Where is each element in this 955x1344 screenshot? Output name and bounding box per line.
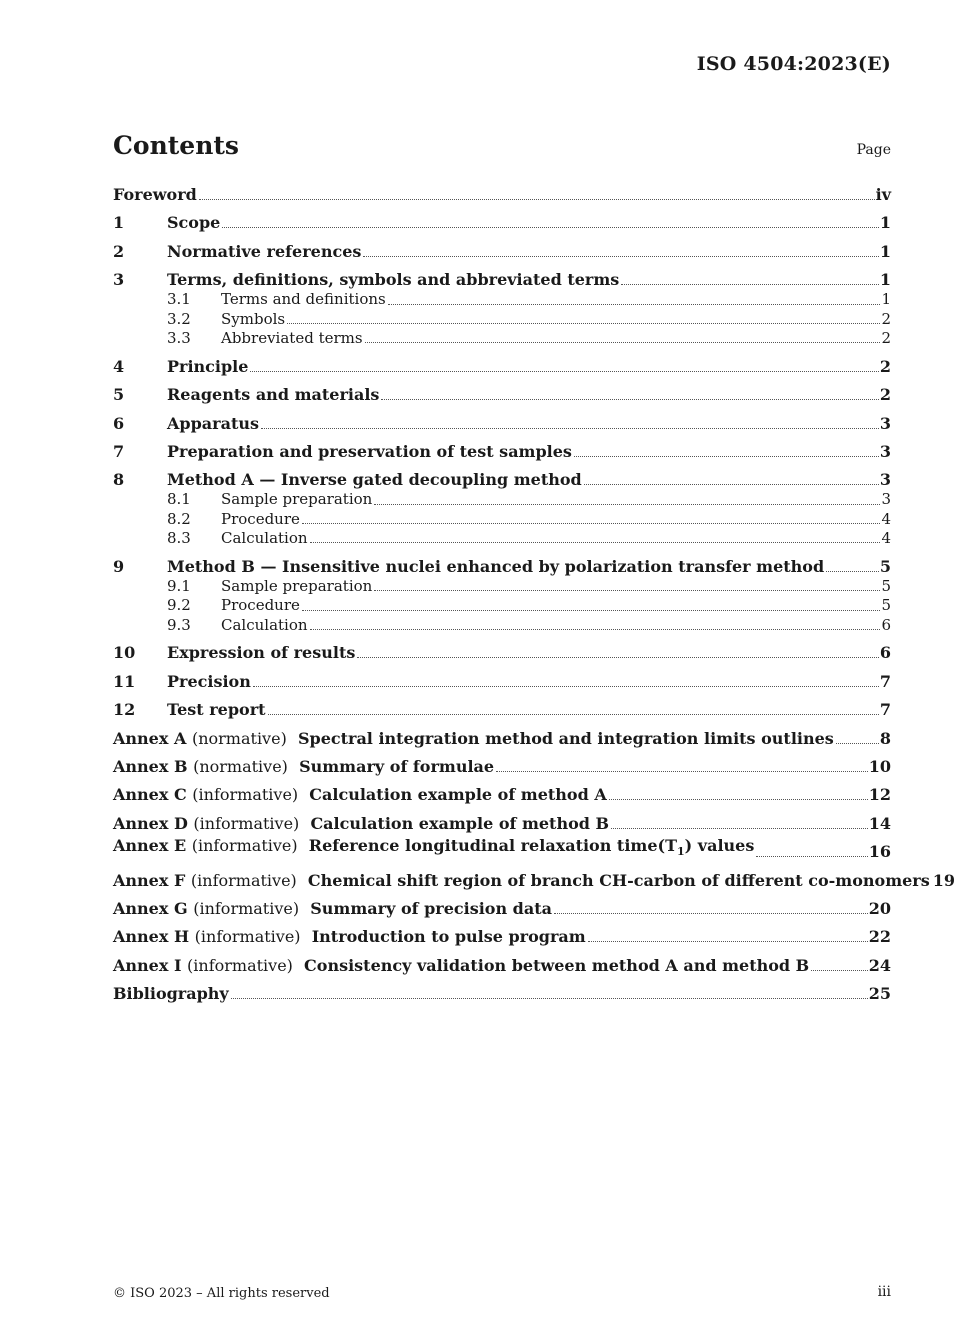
dot-leader xyxy=(588,940,868,942)
toc-page: 1 xyxy=(879,213,891,233)
toc-title: Terms and definitions xyxy=(221,290,386,309)
toc-title: Spectral integration method and integration limits outlines xyxy=(297,728,834,748)
toc-entry-annex-b[interactable] xyxy=(113,757,891,777)
annex-label: Annex E xyxy=(113,835,187,855)
toc-page: 3 xyxy=(879,441,891,461)
toc-entry-normative-references[interactable] xyxy=(113,242,891,262)
toc-number: 9.1 xyxy=(167,576,191,595)
toc-page: 1 xyxy=(881,290,891,309)
toc-entry-annex-c[interactable] xyxy=(113,785,891,805)
toc-number: 7 xyxy=(113,441,125,461)
toc-title: Abbreviated terms xyxy=(221,328,363,347)
toc-page: 4 xyxy=(881,529,891,548)
toc-page: 2 xyxy=(881,309,891,328)
toc-page: 1 xyxy=(879,270,891,290)
toc-entry-annex-a[interactable] xyxy=(113,729,891,749)
table-of-contents xyxy=(113,185,955,1004)
toc-number: 8.1 xyxy=(167,490,191,509)
toc-title: Procedure xyxy=(221,596,300,615)
toc-entry-scope[interactable] xyxy=(113,213,891,233)
toc-title: Calculation xyxy=(221,615,308,634)
toc-entry-symbols[interactable] xyxy=(113,310,891,329)
toc-page: 5 xyxy=(881,596,891,615)
toc-entry-annex-h[interactable] xyxy=(113,927,891,947)
toc-entry-annex-f[interactable] xyxy=(113,870,955,891)
dot-leader xyxy=(365,341,881,343)
annex-label: Annex D xyxy=(113,813,188,833)
toc-entry-apparatus[interactable] xyxy=(113,414,891,434)
toc-entry-bibliography[interactable] xyxy=(113,984,891,1004)
dot-leader xyxy=(268,713,879,715)
toc-number: 10 xyxy=(113,643,136,663)
toc-page: 5 xyxy=(881,576,891,595)
toc-entry-a-calculation[interactable] xyxy=(113,529,891,548)
toc-page: 6 xyxy=(879,643,891,663)
dot-leader xyxy=(388,303,881,305)
toc-title: Terms, definitions, symbols and abbreviated terms xyxy=(167,270,620,290)
dot-leader xyxy=(374,589,880,591)
annex-type: (normative) xyxy=(191,728,287,748)
annex-label: Annex G xyxy=(113,898,188,918)
annex-type: (informative) xyxy=(193,898,300,918)
dot-leader xyxy=(250,370,878,372)
toc-title: Normative references xyxy=(167,241,362,261)
annex-label: Annex H xyxy=(113,927,190,947)
toc-title: Symbols xyxy=(221,309,286,328)
toc-number: 11 xyxy=(113,671,136,691)
toc-title: Sample preparation xyxy=(221,490,373,509)
annex-type: (informative) xyxy=(193,813,300,833)
toc-page: iv xyxy=(875,185,891,204)
toc-number: 5 xyxy=(113,385,125,405)
toc-entry-b-sample-preparation[interactable] xyxy=(113,577,891,596)
dot-leader xyxy=(584,483,879,485)
dot-leader xyxy=(357,656,879,658)
toc-entry-a-procedure[interactable] xyxy=(113,510,891,529)
page-number: iii xyxy=(877,1284,891,1300)
toc-number: 4 xyxy=(113,356,125,376)
toc-page: 16 xyxy=(868,842,891,862)
toc-entry-terms-definitions[interactable] xyxy=(113,290,891,309)
dot-leader xyxy=(826,570,879,572)
toc-page: 8 xyxy=(879,728,891,748)
toc-entry-method-a[interactable] xyxy=(113,470,891,490)
toc-title-suffix: ) values xyxy=(684,835,755,855)
dot-leader xyxy=(621,283,879,285)
toc-title: Scope xyxy=(167,213,221,233)
toc-number: 6 xyxy=(113,413,125,433)
toc-page: 19 xyxy=(932,870,955,890)
toc-title: Method A — Inverse gated decoupling method xyxy=(167,470,582,490)
toc-entry-method-b[interactable] xyxy=(113,557,891,577)
dot-leader xyxy=(836,742,879,744)
toc-entry-b-procedure[interactable] xyxy=(113,596,891,615)
toc-page: 3 xyxy=(879,470,891,490)
toc-number: 9.2 xyxy=(167,596,191,615)
dot-leader xyxy=(574,455,879,457)
toc-page: 20 xyxy=(868,898,891,918)
toc-entry-annex-e[interactable] xyxy=(113,835,891,862)
dot-leader xyxy=(199,198,875,200)
annex-label: Annex B xyxy=(113,756,188,776)
annex-type: (informative) xyxy=(187,955,293,975)
page-column-label: Page xyxy=(856,142,891,158)
toc-entry-test-report[interactable] xyxy=(113,700,891,720)
toc-title: Principle xyxy=(167,356,249,376)
toc-title: Calculation example of method A xyxy=(309,785,607,805)
dot-leader xyxy=(253,685,879,687)
toc-title: Preparation and preservation of test samples xyxy=(167,441,572,461)
toc-number: 9 xyxy=(113,556,125,576)
toc-page: 2 xyxy=(879,356,891,376)
toc-page: 6 xyxy=(881,615,891,634)
toc-page: 7 xyxy=(879,671,891,691)
dot-leader xyxy=(496,770,868,772)
toc-title: Reference longitudinal relaxation time(T xyxy=(308,835,677,855)
dot-leader xyxy=(381,398,878,400)
toc-title: Reagents and materials xyxy=(167,385,380,405)
toc-title: Method B — Insensitive nuclei enhanced by polarization transfer method xyxy=(167,556,825,576)
toc-page: 24 xyxy=(868,955,891,975)
dot-leader xyxy=(302,522,881,524)
toc-entry-terms[interactable] xyxy=(113,270,891,290)
toc-page: 25 xyxy=(868,984,891,1004)
annex-label: Annex A xyxy=(113,728,187,748)
toc-title: Sample preparation xyxy=(221,576,373,595)
toc-entry-preparation[interactable] xyxy=(113,442,891,462)
toc-page: 7 xyxy=(879,700,891,720)
annex-label: Annex F xyxy=(113,870,186,890)
toc-page: 22 xyxy=(868,927,891,947)
toc-entry-expression-of-results[interactable] xyxy=(113,643,891,663)
toc-page: 2 xyxy=(881,328,891,347)
toc-title: Summary of formulae xyxy=(299,756,495,776)
toc-page: 2 xyxy=(879,385,891,405)
toc-number: 3.1 xyxy=(167,290,191,309)
toc-title: Foreword xyxy=(113,185,197,204)
toc-title: Procedure xyxy=(221,509,300,528)
toc-page: 3 xyxy=(881,490,891,509)
annex-type: (normative) xyxy=(193,756,288,776)
toc-page: 1 xyxy=(879,241,891,261)
toc-number: 12 xyxy=(113,700,136,720)
dot-leader xyxy=(261,427,879,429)
dot-leader xyxy=(756,855,867,857)
toc-number: 2 xyxy=(113,241,125,261)
toc-number: 3.3 xyxy=(167,328,191,347)
dot-leader xyxy=(811,969,868,971)
toc-title: Introduction to pulse program xyxy=(311,927,586,947)
toc-number: 1 xyxy=(113,213,125,233)
toc-entry-foreword[interactable] xyxy=(113,185,891,205)
toc-entry-annex-g[interactable] xyxy=(113,899,891,919)
copyright-notice: © ISO 2023 – All rights reserved xyxy=(113,1286,330,1301)
annex-label: Annex I xyxy=(113,955,182,975)
toc-title: Consistency validation between method A and method B xyxy=(304,955,810,975)
toc-title: Summary of precision data xyxy=(310,898,552,918)
toc-title: Precision xyxy=(167,671,251,691)
annex-type: (informative) xyxy=(190,870,297,890)
toc-entry-b-calculation[interactable] xyxy=(113,616,891,635)
annex-type: (informative) xyxy=(191,835,298,855)
dot-leader xyxy=(554,912,868,914)
dot-leader xyxy=(302,609,881,611)
dot-leader xyxy=(374,503,880,505)
toc-entry-a-sample-preparation[interactable] xyxy=(113,490,891,509)
toc-page: 5 xyxy=(879,556,891,576)
dot-leader xyxy=(231,997,868,999)
annex-type: (informative) xyxy=(194,927,301,947)
dot-leader xyxy=(287,322,880,324)
toc-title: Bibliography xyxy=(113,984,229,1004)
toc-title: Chemical shift region of branch CH-carbon of different co-monomers xyxy=(307,870,930,890)
toc-entry-annex-d[interactable] xyxy=(113,814,891,834)
dot-leader xyxy=(611,827,868,829)
document-id: ISO 4504:2023(E) xyxy=(696,53,891,75)
toc-entry-precision[interactable] xyxy=(113,672,891,692)
toc-entry-reagents[interactable] xyxy=(113,385,891,405)
toc-page: 12 xyxy=(868,785,891,805)
toc-number: 8 xyxy=(113,470,125,490)
toc-entry-principle[interactable] xyxy=(113,357,891,377)
dot-leader xyxy=(609,798,868,800)
dot-leader xyxy=(363,255,878,257)
subscript: 1 xyxy=(676,845,685,859)
annex-label: Annex C xyxy=(113,785,187,805)
toc-number: 8.2 xyxy=(167,509,191,528)
toc-number: 3 xyxy=(113,270,125,290)
toc-title: Expression of results xyxy=(167,643,356,663)
dot-leader xyxy=(222,226,879,228)
toc-title: Calculation xyxy=(221,529,308,548)
toc-page: 4 xyxy=(881,509,891,528)
toc-number: 9.3 xyxy=(167,615,191,634)
contents-heading: Contents xyxy=(113,131,240,160)
toc-entry-annex-i[interactable] xyxy=(113,956,891,976)
toc-title: Apparatus xyxy=(167,413,259,433)
toc-page: 10 xyxy=(868,756,891,776)
toc-title: Calculation example of method B xyxy=(310,813,610,833)
toc-number: 8.3 xyxy=(167,529,191,548)
toc-page: 3 xyxy=(879,413,891,433)
dot-leader xyxy=(310,628,881,630)
toc-number: 3.2 xyxy=(167,309,191,328)
annex-type: (informative) xyxy=(192,785,299,805)
dot-leader xyxy=(310,541,881,543)
toc-title: Test report xyxy=(167,700,266,720)
toc-entry-abbreviated-terms[interactable] xyxy=(113,329,891,348)
toc-page: 14 xyxy=(868,813,891,833)
